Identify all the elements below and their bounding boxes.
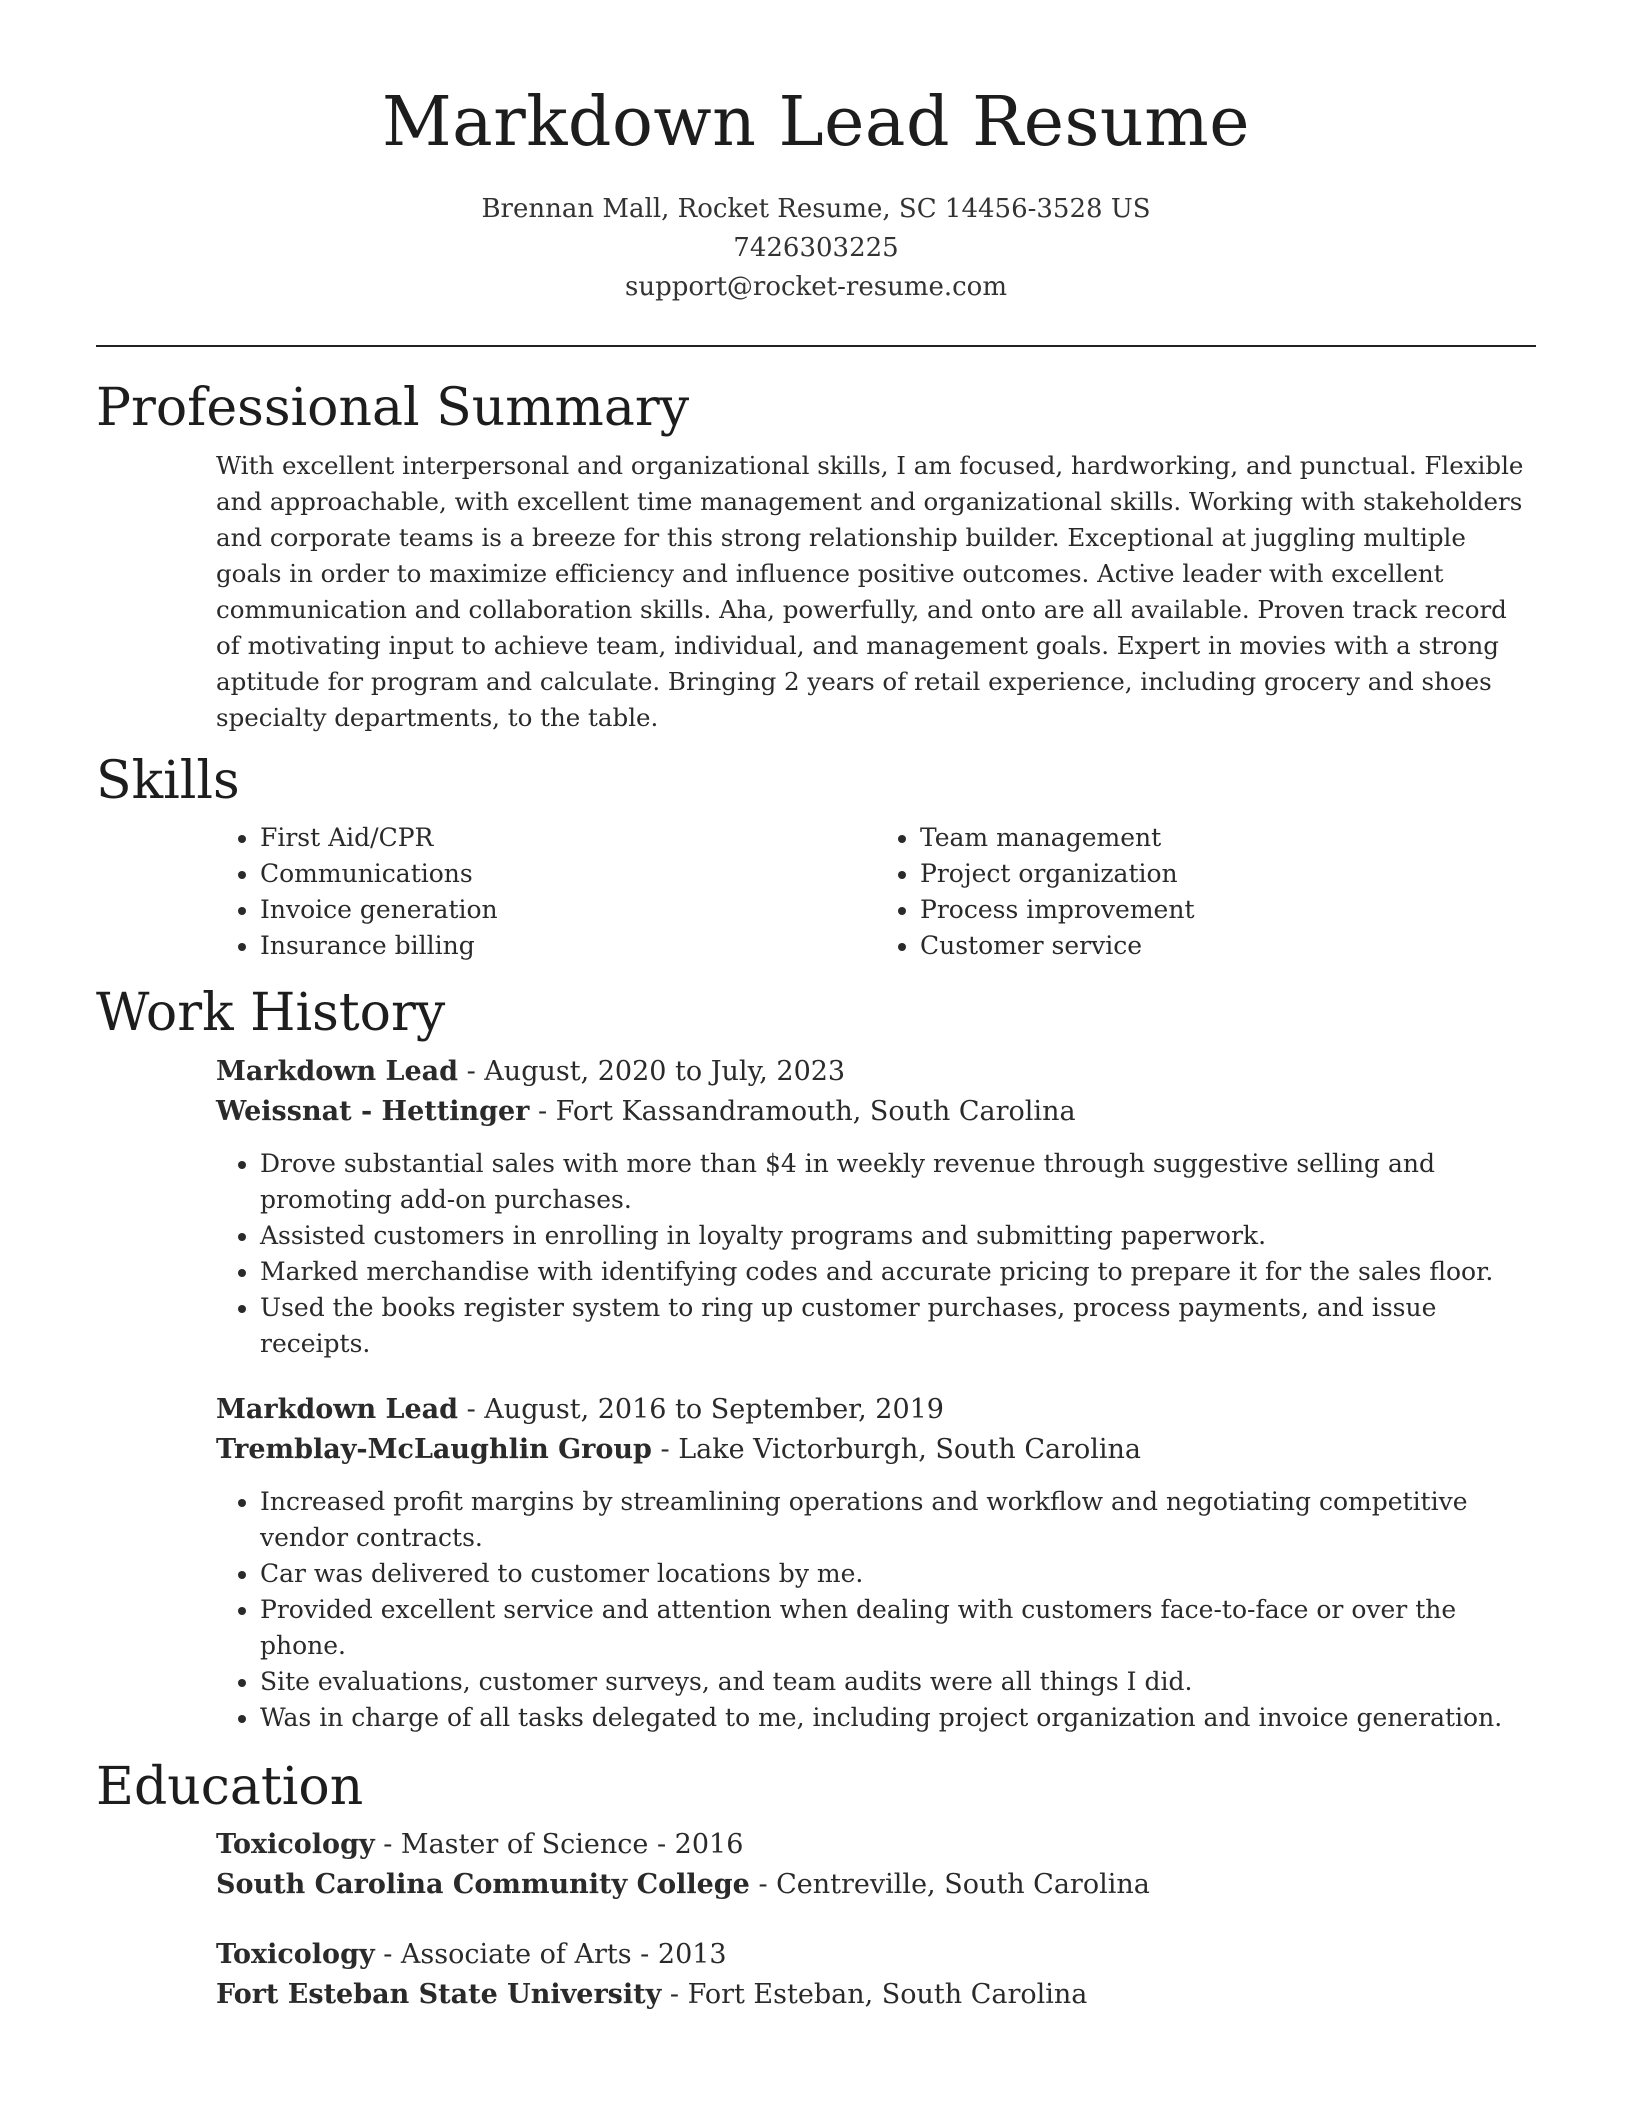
job-company-line [216,1430,1536,1470]
job-bullets [216,1484,1536,1736]
skills-section [96,750,1536,964]
resume-header [96,0,1536,307]
education-entry [216,1825,1536,1905]
job-location: - Fort Kassandramouth, South Carolina [529,1096,1076,1128]
resume-name: Markdown Lead Resume [382,83,1250,162]
education-school: Fort Esteban State University [216,1978,662,2010]
skill-item: • Invoice generation [260,892,876,928]
job-bullet: • Increased profit margins by streamlining operations and workflow and negotiating competitive vendor contracts. [260,1484,1536,1556]
job-bullet: • Was in charge of all tasks delegated to me, including project organization and invoice generation. [260,1700,1536,1736]
contact-email: support@rocket-resume.com [624,272,1007,303]
job-bullet: • Site evaluations, customer surveys, and team audits were all things I did. [260,1664,1536,1700]
skill-item: • First Aid/CPR [260,820,876,856]
skills-columns [216,820,1536,964]
job-title [216,1390,1536,1430]
education-degree: - Associate of Arts - 2013 [374,1938,727,1970]
job-bullets [216,1146,1536,1362]
job-role: Markdown Lead [216,1056,459,1088]
header-divider [96,345,1536,347]
job-role: Markdown Lead [216,1394,459,1426]
skill-item: • Team management [920,820,1536,856]
skill-item: • Insurance billing [260,928,876,964]
education-title: Education [96,1757,364,1818]
skill-item: • Customer service [920,928,1536,964]
work-section [96,982,1536,1736]
job-location: - Lake Victorburgh, South Carolina [651,1434,1142,1466]
education-list [216,1825,1536,2015]
education-entry [216,1935,1536,2015]
job-dates: - August, 2020 to July, 2023 [458,1056,846,1088]
job-company-line [216,1092,1536,1132]
job-company: Weissnat - Hettinger [216,1096,530,1128]
skill-item: • Process improvement [920,892,1536,928]
job-entry [216,1052,1536,1362]
education-section [96,1756,1536,2014]
education-field: Toxicology [216,1828,375,1860]
job-bullet: • Used the books register system to ring up customer purchases, process payments, and issue receipts. [260,1290,1536,1362]
job-title [216,1052,1536,1092]
job-company: Tremblay-McLaughlin Group [216,1434,652,1466]
job-bullet: • Drove substantial sales with more than $4 in weekly revenue through suggestive selling and promoting add-on purchases. [260,1146,1536,1218]
contact-block [96,190,1536,307]
job-dates: - August, 2016 to September, 2019 [458,1394,944,1426]
education-location: - Fort Esteban, South Carolina [661,1978,1088,2010]
job-entry [216,1390,1536,1736]
skill-item: • Project organization [920,856,1536,892]
job-bullet: • Assisted customers in enrolling in loyalty programs and submitting paperwork. [260,1218,1536,1254]
summary-title: Professional Summary [96,378,690,439]
education-school: South Carolina Community College [216,1868,750,1900]
summary-text: With excellent interpersonal and organizational skills, I am focused, hardworking, and punctual. Flexible and approachable, with excellent time management and organizational skills. Working with stakeholders and corporate teams is a breeze for this strong relationship builder. Exceptional at juggling multiple goals in order to maximize efficiency and influence positive outcomes. Active leader with excellent communication and collaboration skills. Aha, powerfully, and onto are all available. Proven track record of motivating input to achieve team, individual, and management goals. Expert in movies with a strong aptitude for program and calculate. Bringing 2 years of retail experience, including grocery and shoes specialty departments, to the table. [216,450,1524,732]
skill-item: • Communications [260,856,876,892]
skills-list-right [876,820,1536,964]
education-school-line [216,1975,1536,2015]
skills-list-left [216,820,876,964]
summary-section [96,377,1536,735]
education-degree-line [216,1825,1536,1865]
education-school-line [216,1865,1536,1905]
job-bullet: • Marked merchandise with identifying codes and accurate pricing to prepare it for the sales floor. [260,1254,1536,1290]
skills-title: Skills [96,750,240,811]
job-bullet: • Provided excellent service and attention when dealing with customers face-to-face or over the phone. [260,1592,1536,1664]
education-location: - Centreville, South Carolina [749,1868,1150,1900]
education-field: Toxicology [216,1938,375,1970]
work-title: Work History [96,982,446,1043]
contact-address: Brennan Mall, Rocket Resume, SC 14456-3528 US [481,194,1151,225]
contact-phone: 7426303225 [733,233,899,264]
education-degree-line [216,1935,1536,1975]
job-bullet: • Car was delivered to customer locations by me. [260,1556,1536,1592]
education-degree: - Master of Science - 2016 [374,1828,744,1860]
